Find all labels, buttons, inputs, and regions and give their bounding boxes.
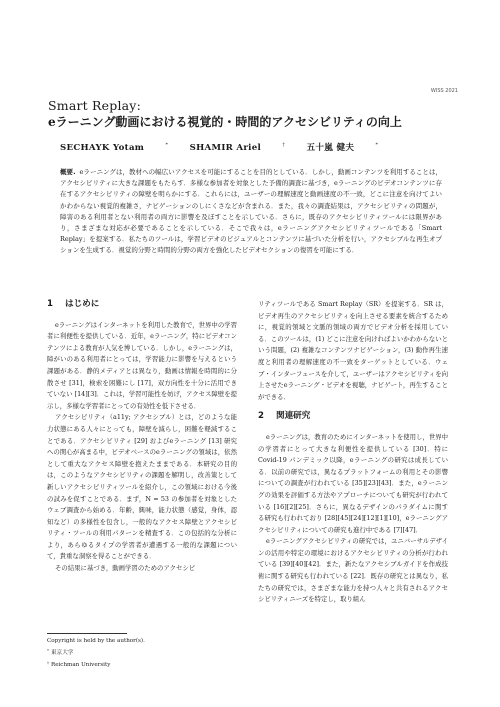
section-number: 1 — [47, 299, 53, 309]
paper-title — [48, 97, 458, 131]
paragraph: eラーニングアクセシビリティの研究では，ユニバーサルデザインの活用や特定の環境におけるアクセシビリティの分析が行われている [39][40][42]．また，新たなアクセシブルガイドを作成技術に関する研究も行われている [22]．既存の研究とは異なり，私たちの研究では，さまざまな能力を持つ人々と共有されるアクセシビリティニーズを特定し，取り組ん — [258, 537, 448, 604]
paragraph: その結果に基づき，動画学習のためのアクセシビ — [55, 564, 196, 573]
author-mark: * — [165, 142, 169, 148]
author — [60, 143, 168, 153]
paragraph: eラーニングはインターネットを利用した教育で，世界中の学習者に利便性を提供している．近年，eラーニング，特にビデオコンテンツによる教育が人気を博している．しかし，eラーニングは，障がいのある利用者にとっては，学習能力に影響を与えるという課題がある．静的メディアとは異なり，動画は情報を時間的に分散させ [31]，検索を困難にし [17]，双方向性を十分に活用できていない [14][3]．これは，学習可能性を妨げ，アクセス障壁を提示し，多様な学習者にとっての有効性を低下させる． — [47, 320, 237, 410]
section-title: はじめに — [64, 299, 100, 309]
section-title: 関連研究 — [275, 411, 311, 422]
author-name: SECHAYK Yotam — [60, 143, 145, 153]
section-number: 2 — [258, 411, 264, 422]
title-line-2: eラーニング動画における視覚的・時間的アクセシビリティの向上 — [48, 115, 402, 129]
footnote-text: Reichman University — [51, 662, 111, 668]
footnote — [47, 658, 237, 670]
paragraph: eラーニングは，教育のためにインターネットを使用し，世界中の学習者にとって大きな利便性を提供している [30]．特に Covid-19 パンデミック以降，eラーニングの研究は成長している．以前の研究では，異なるプラットフォームの利用とその影響についての調査が行われている [35][23][43]．また，eラーニングの効果を評価する方法やアプローチについても研究が行われている [16][2][25]．さらに，異なるデザインのパラダイムに関する研究も行われており [28][45][24][12][1][10]，eラーニングアクセシビリティについての研究も進行中である [7][47]． — [258, 432, 449, 534]
footnote — [47, 646, 237, 658]
right-column — [258, 299, 448, 606]
author — [306, 143, 378, 153]
footnote-text: 東京大学 — [51, 650, 74, 656]
footnote-rule — [47, 633, 127, 634]
running-header: WISS 2021 — [430, 88, 458, 94]
author-list — [60, 141, 460, 153]
author-mark: † — [282, 142, 286, 148]
title-line-1: Smart Replay: — [48, 98, 141, 113]
section-heading — [47, 299, 237, 311]
author-name: SHAMIR Ariel — [189, 143, 262, 153]
author-name: 五十嵐 健夫 — [306, 143, 355, 153]
author-mark: * — [375, 142, 379, 148]
author — [190, 143, 286, 153]
footnote-mark: † — [47, 660, 49, 665]
abstract-label: 概要. — [60, 168, 76, 176]
abstract-text: eラーニングは，教材への幅広いアクセスを可能にすることを目的としている．しかし，動画コンテンツを利用することは，アクセシビリティに大きな課題をもたらす．多様な参加者を対象とした予備的調査に基づき，eラーニングのビデオコンテンツに存在するアクセシビリティの障壁を明らかにする．これらには，ユーザーの理解速度と動画速度の不一致，どこに注意を向けてよいかわからない視覚的複雑さ，ナビゲーションのしにくさなどが含まれる．また，我々の調査結果は，アクセシビリティの問題が，障害のある利用者とない利用者の両方に影響を及ぼすことを示している．さらに，既存のアクセシビリティツールには限界があり，さまざまな対応が必要であることを示している．そこで我々は，eラーニングアクセシビリティツールである「Smart Replay」を提案する．私たちのツールは，学習ビデオのビジュアルとコンテンツに基づいた分析を行い，アクセシブルな再生オプションを生成する．視覚的分野と時間的分野の両方を強化したビデオセクションの復習を可能にする． — [60, 168, 442, 255]
copyright-note: Copyright is held by the author(s). — [47, 638, 145, 644]
abstract — [60, 167, 442, 257]
footnotes — [47, 633, 237, 670]
paragraph: リティツールである Smart Replay（SR）を提案する．SR は，ビデオ再生のアクセシビリティを向上させる要素を統合するために，視覚的領域と文脈的領域の両方でビデオ分析を採用している．このツールは，(1) どこに注意を向ければよいかわからないという問題，(2) 複雑なコンテンツナビゲーション，(3) 動作再生速度と利用者の理解速度の不一致をターゲットとしている．ウェブ・インターフェースを介して，ユーザーはアクセシビリティを向上させたeラーニング・ビデオを視聴，ナビゲート，再生することができる． — [258, 300, 448, 401]
left-column — [47, 299, 237, 575]
section-heading — [258, 411, 448, 423]
paragraph: アクセシビリティ（a11y; アクセシブル）とは，どのような能力状態にある人々にとっても，障壁を減らし，困難を軽減することである．アクセシビリティ [29] およびeラーニング [13] 研究への関心が高まる中，ビデオベースのeラーニングの領域は，依然として重大なアクセス障壁を抱えたままである．本研究の目的は，このようなアクセシビリティの課題を解明し，改善策として新しいアクセシビリティツールを紹介し，この領域における今後の試みを促すことである．まず，N = 53 の参加者を対象としたウェブ調査から始める．年齢，興味，能力状態（感覚，身体，認知など）の多様性を包含し，一般的なアクセス障壁とアクセシビリティ・ツールの利用パターンを精査する．この包括的な分析により，あらゆるタイプの学習者が遭遇する一般的な課題について，貴重な洞察を得ることができる． — [47, 413, 237, 561]
footnote-mark: * — [47, 648, 49, 653]
